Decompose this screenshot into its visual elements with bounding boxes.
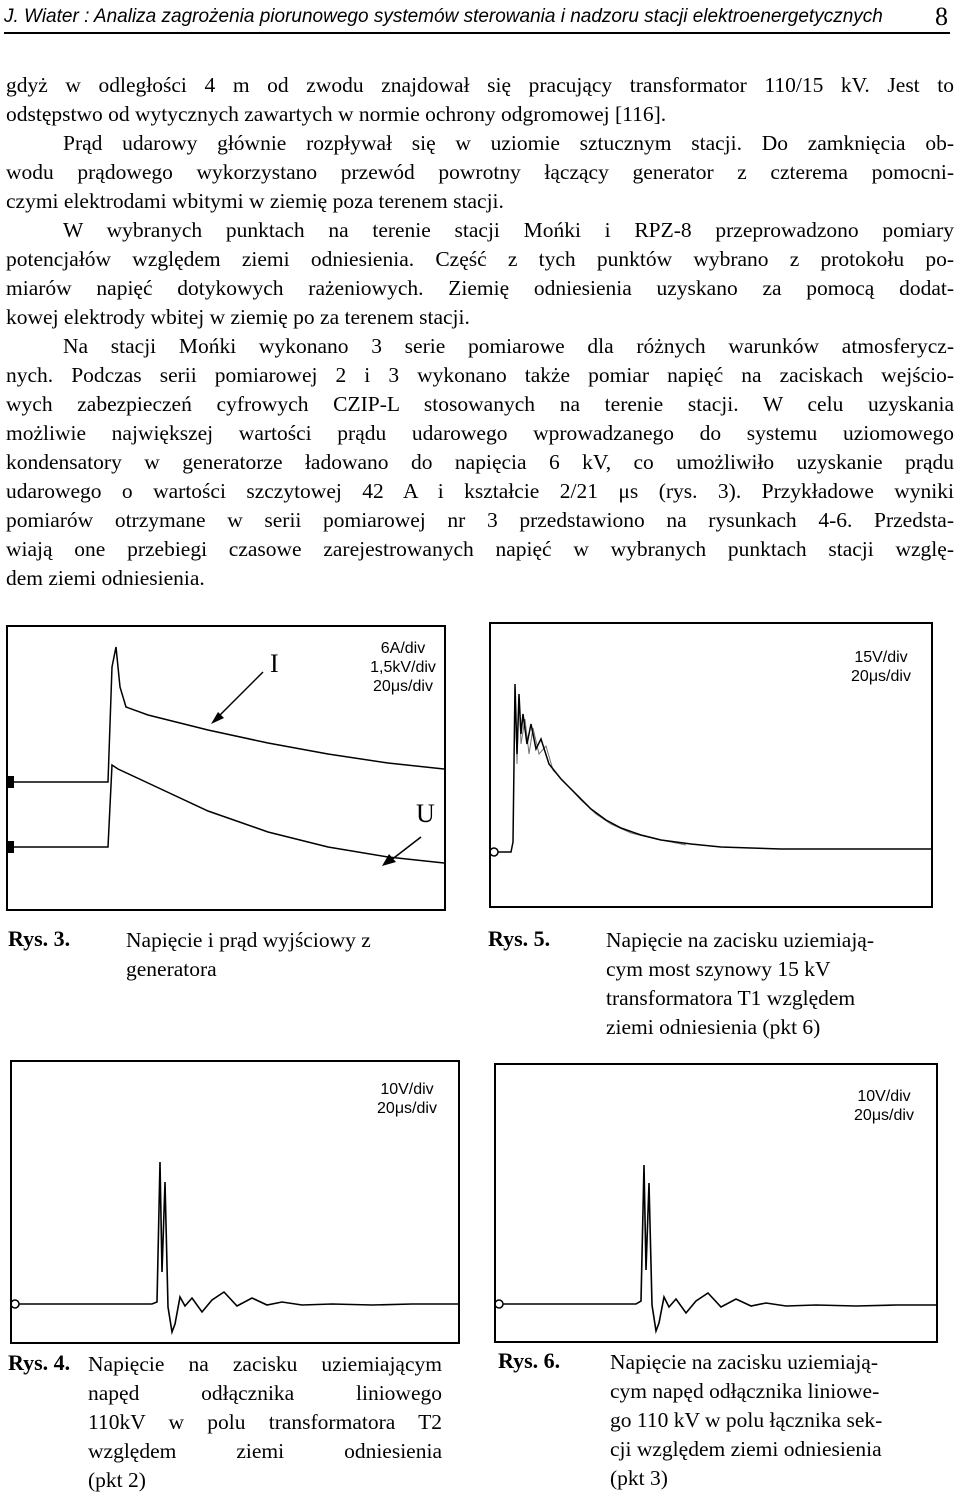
scale-label: 20μs/div (373, 678, 433, 695)
text-line: gdyż w odległości 4 m od zwodu znajdował się pracujący transformator 110/15 kV. Jest to (6, 73, 954, 97)
caption-line: (pkt 3) (610, 1466, 668, 1490)
scale-labels (363, 639, 443, 696)
figure-5-caption (606, 926, 874, 1042)
text-line: miarów napięć dotykowych rażeniowych. Ziemię odniesienia uzyskano za pomocą dodat- (6, 276, 954, 300)
header-title: J. Wiater : Analiza zagrożenia piorunowego systemów sterowania i nadzoru stacji elektroenergetycznych (4, 6, 883, 27)
voltage-trace-label: U (416, 799, 435, 828)
text-line: wiają one przebiegi czasowe zarejestrowanych napięć w wybranych punktach stacji wzglę- (6, 537, 954, 561)
text-line: Na stacji Mońki wykonano 3 serie pomiarowe dla różnych warunków atmosferycz- (63, 334, 954, 358)
caption-line: względem ziemi odniesienia (88, 1439, 442, 1463)
scale-labels (367, 1080, 447, 1118)
figure-3-oscillogram (6, 625, 446, 911)
caption-line: 110kV w polu transformatora T2 (88, 1410, 442, 1434)
scale-label: 1,5kV/div (370, 659, 436, 676)
figure-4-caption (88, 1350, 442, 1495)
text-line: kondensatory w generatorze ładowano do napięcia 6 kV, co umożliwiło uzyskanie prądu (6, 450, 954, 474)
text-line: potencjałów względem ziemi odniesienia. Część z tych punktów wybrano z protokołu po- (6, 247, 954, 271)
text-line: Prąd udarowy głównie rozpływał się w uziomie sztucznym stacji. Do zamknięcia ob- (63, 131, 954, 155)
caption-line: go 110 kV w polu łącznika sek- (610, 1408, 883, 1432)
caption-line: Napięcie na zacisku uziemiają- (606, 928, 875, 952)
caption-line: napęd odłącznika liniowego (88, 1381, 442, 1405)
text-line: wodu prądowego wykorzystano przewód powrotny łączący generator z czterema pomocni- (6, 160, 954, 184)
text-line: udarowego o wartości szczytowej 42 A i kształcie 2/21 μs (rys. 3). Przykładowe wyniki (6, 479, 954, 503)
caption-line: transformatora T1 względem (606, 986, 856, 1010)
figure-5-number: Rys. 5. (488, 926, 551, 951)
figure-3-number: Rys. 3. (8, 926, 71, 951)
body-text (6, 71, 954, 593)
caption-line: cym napęd odłącznika liniowe- (610, 1379, 880, 1403)
text-line: wych zabezpieczeń cyfrowych CZIP-L stosowanych na terenie stacji. W celu uzyskania (6, 392, 954, 416)
figure-4-oscillogram (10, 1060, 460, 1344)
figure-5-oscillogram (489, 622, 933, 908)
text-line: czymi elektrodami wbitymi w ziemię poza terenem stacji. (6, 189, 504, 213)
caption-line: Napięcie na zacisku uziemiają- (610, 1350, 879, 1374)
scale-label: 6A/div (380, 640, 426, 657)
text-line: dem ziemi odniesienia. (6, 566, 205, 590)
figure-4-number: Rys. 4. (8, 1350, 71, 1375)
figure-6-oscillogram (494, 1063, 938, 1343)
caption-line: (pkt 2) (88, 1468, 146, 1492)
scale-label: 15V/div (854, 649, 908, 666)
text-line: odstępstwo od wytycznych zawartych w normie ochrony odgromowej [116]. (6, 102, 667, 126)
scale-label: 20μs/div (377, 1100, 437, 1117)
text-line: możliwie największej wartości prądu udarowego wprowadzanego do systemu uziomowego (6, 421, 954, 445)
scale-labels (844, 1087, 924, 1125)
caption-line: ziemi odniesienia (pkt 6) (606, 1015, 821, 1039)
caption-line: generatora (126, 957, 217, 981)
caption-line: Napięcie na zacisku uziemiającym (88, 1352, 442, 1376)
figure-6-number: Rys. 6. (498, 1348, 561, 1373)
text-line: kowej elektrody wbitej w ziemię po za terenem stacji. (6, 305, 470, 329)
page-number: 8 (935, 2, 948, 31)
figure-6-caption (610, 1348, 882, 1493)
scale-label: 20μs/div (854, 1107, 914, 1124)
scale-label: 10V/div (380, 1081, 434, 1098)
text-line: nych. Podczas serii pomiarowej 2 i 3 wykonano także pomiar napięć na zaciskach wejścio- (6, 363, 954, 387)
current-trace-label: I (270, 649, 279, 678)
figure-3-caption (126, 926, 371, 984)
text-line: W wybranych punktach na terenie stacji Mońki i RPZ-8 przeprowadzono pomiary (63, 218, 954, 242)
scale-label: 10V/div (857, 1088, 911, 1105)
caption-line: Napięcie i prąd wyjściowy z (126, 928, 371, 952)
caption-line: cji względem ziemi odniesienia (610, 1437, 882, 1461)
running-header (4, 2, 950, 34)
scale-labels (841, 648, 921, 686)
text-line: pomiarów otrzymane w serii pomiarowej nr 3 przedstawiono na rysunkach 4-6. Przedsta- (6, 508, 954, 532)
scale-label: 20μs/div (851, 668, 911, 685)
caption-line: cym most szynowy 15 kV (606, 957, 831, 981)
